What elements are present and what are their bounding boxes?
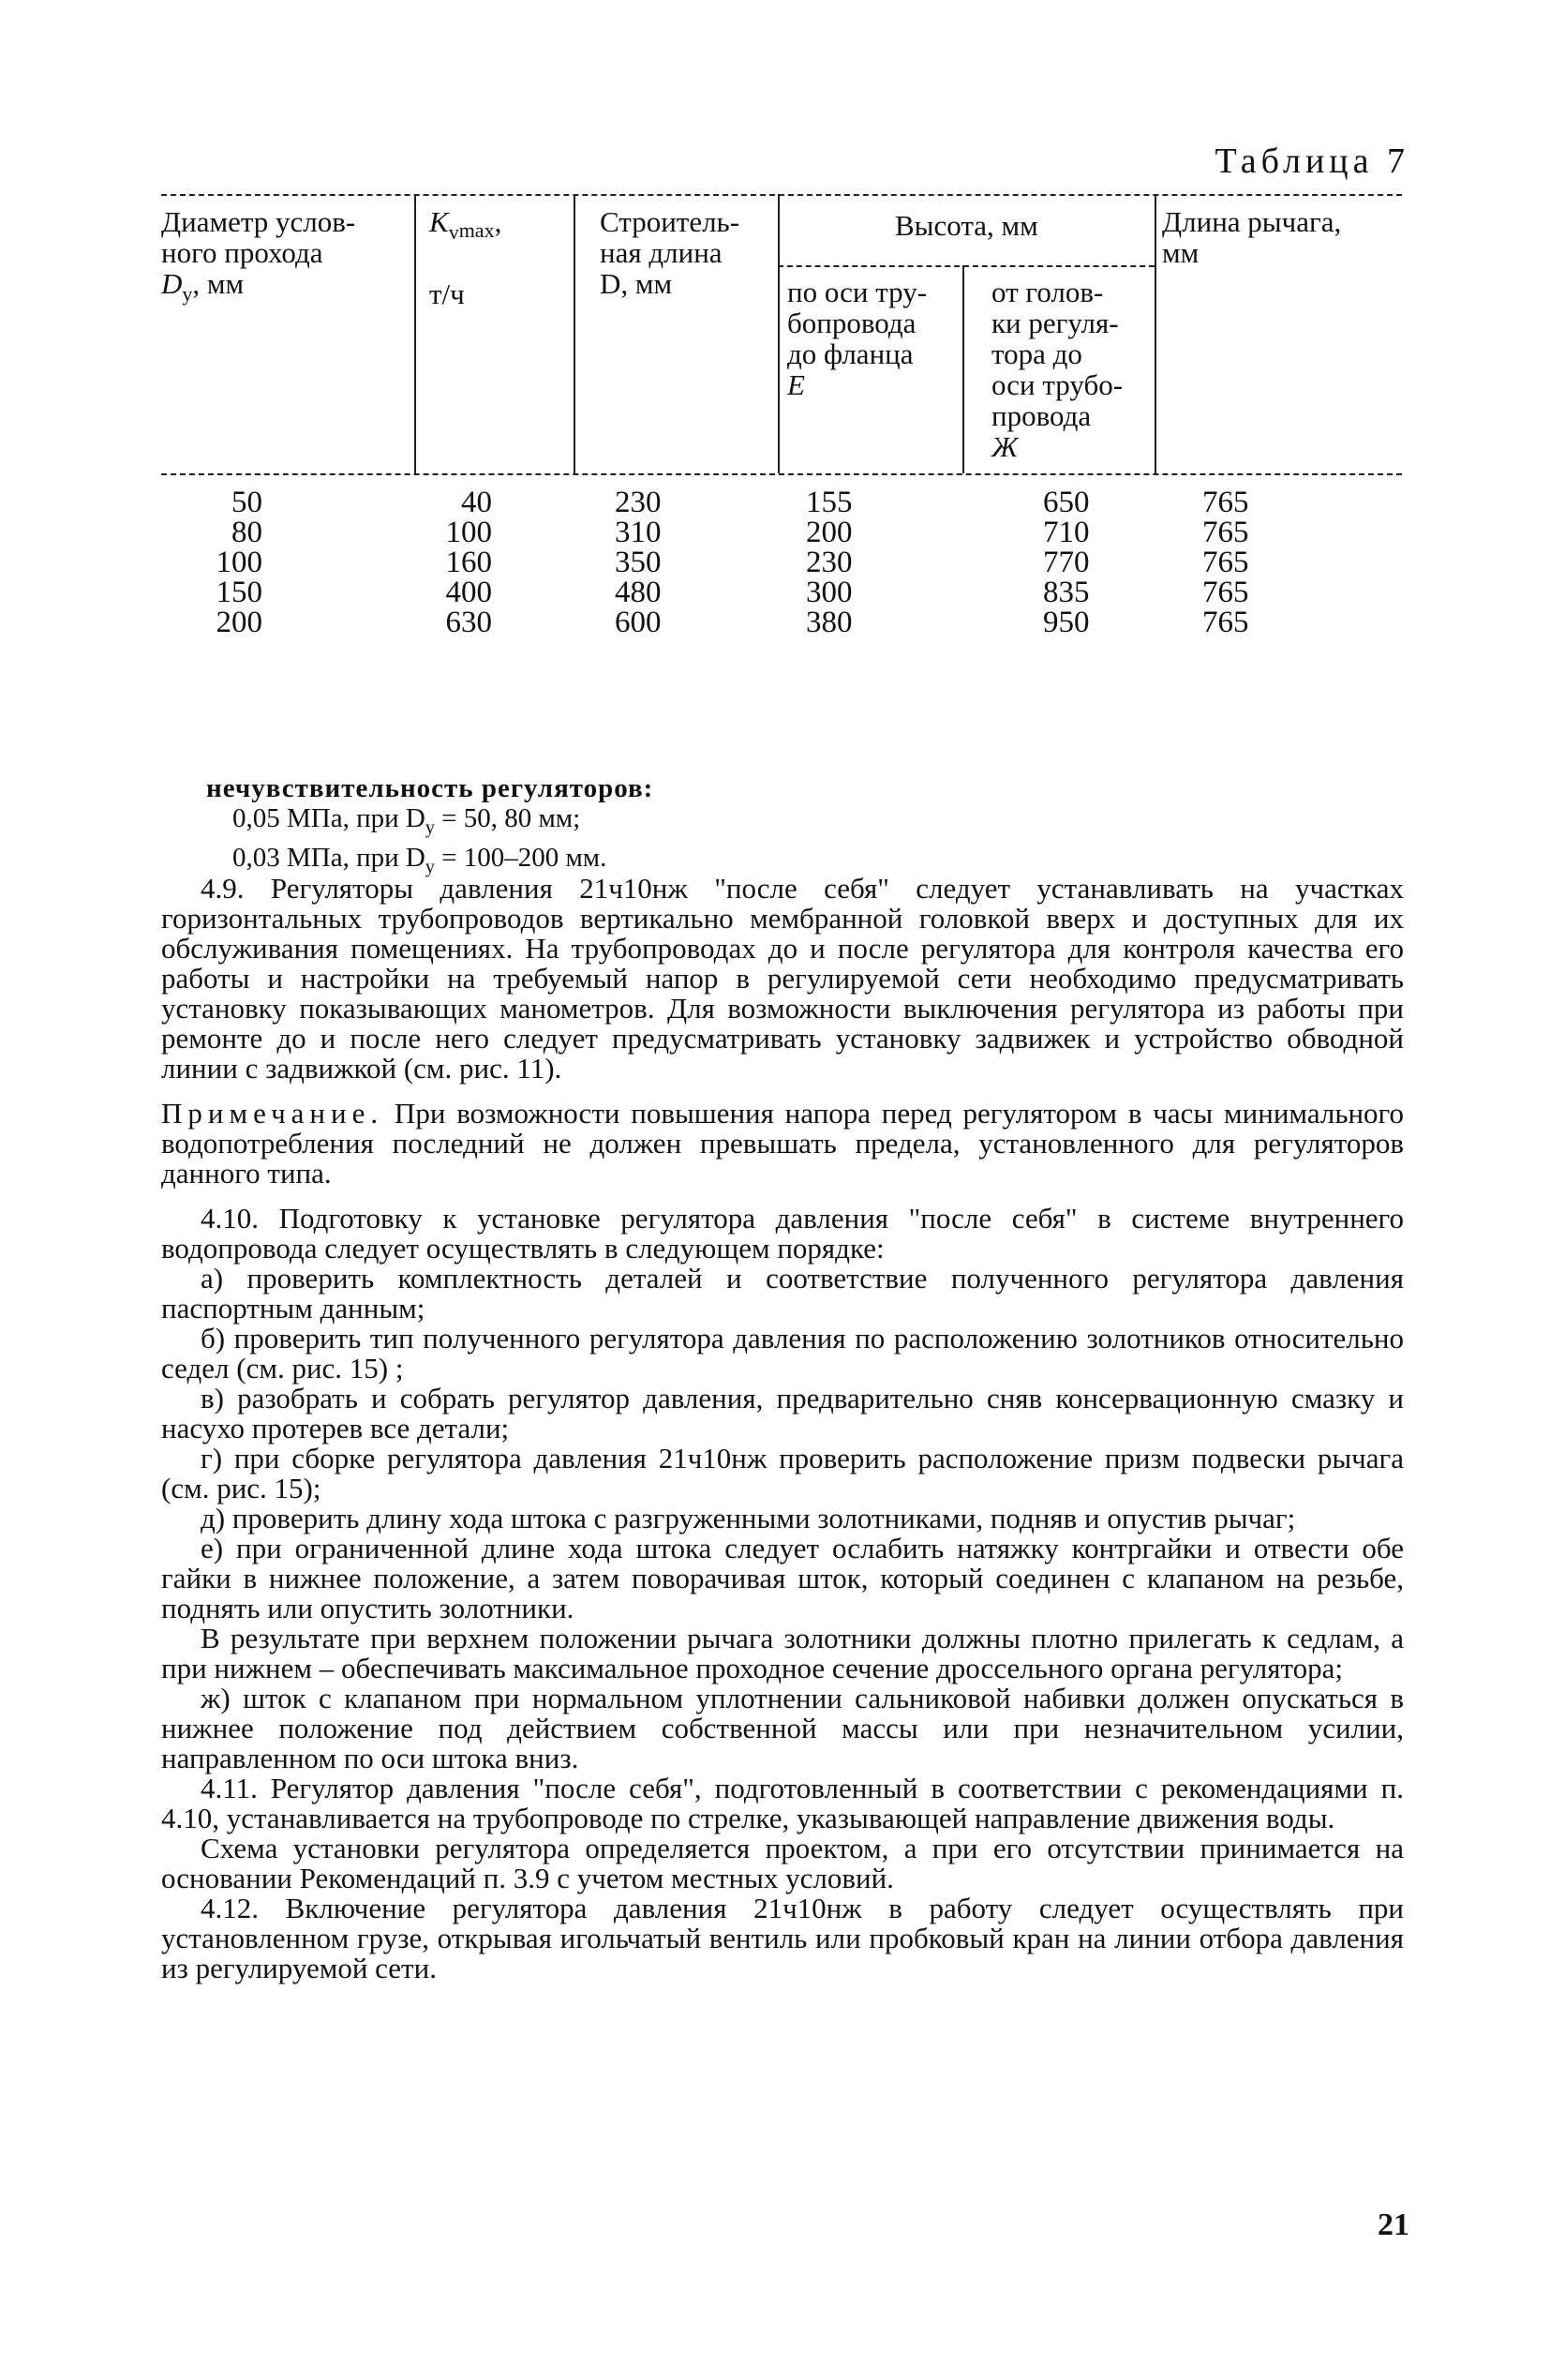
list-item-b: б) проверить тип полученного регулятора давления по расположению золотников относительно седел (см. рис. 15) ; [161, 1322, 1404, 1385]
insensitivity-title: нечувствительность регуляторов: [206, 773, 654, 803]
table-cell: 100 [216, 546, 262, 579]
table-cell: 80 [231, 516, 262, 549]
table-cell: 150 [216, 576, 262, 609]
table-divider-5 [1155, 194, 1156, 473]
table-divider-4 [962, 265, 964, 473]
table-cell: 710 [1043, 516, 1090, 549]
table-cell: 630 [445, 606, 492, 639]
column-kv [412, 487, 492, 637]
table-cell: 765 [1202, 486, 1249, 519]
table-cell: 350 [615, 546, 662, 579]
table-cell: 835 [1043, 576, 1090, 609]
table-caption: Таблица 7 [1215, 142, 1409, 181]
list-item-g: г) при сборке регулятора давления 21ч10нж проверить расположение призм подвески рычага (см. рис. 15); [161, 1442, 1404, 1504]
table-cell: 40 [461, 486, 492, 519]
result-paragraph: В результате при верхнем положении рычага золотники должны плотно прилегать к седлам, а при нижнем – обеспечивать максимальное проходное сечение дроссельного органа регулятора; [161, 1622, 1404, 1684]
table-cell: 770 [1043, 546, 1090, 579]
table-divider-3 [778, 194, 780, 473]
table-cell: 380 [806, 606, 853, 639]
column-height-e [806, 487, 881, 637]
paragraph-4-10: 4.10. Подготовку к установке регулятора давления "после себя" в системе внутреннего водопровода следует осуществлять в следующем порядке: [161, 1202, 1404, 1265]
column-diameter [187, 487, 262, 637]
list-item-e: е) при ограниченной длине хода штока следует ослабить натяжку контргайки и отвести обе гайки в нижнее положение, а затем поворачивая шток, который соединен с клапаном на резьбе, поднять или опустить золотники. [161, 1532, 1404, 1624]
insensitivity-line-2: 0,03 МПа, при $D_у = 100-200$ мм. [232, 843, 607, 877]
table-cell: 230 [615, 486, 662, 519]
note-label: Примечание. [161, 1097, 384, 1130]
header-kv: $K_v\max$, т/ч [429, 205, 502, 310]
table-cell: 310 [615, 516, 662, 549]
insensitivity-line-1: 0,05 МПа, при $D_у = 50$, 80 мм; [232, 803, 581, 838]
column-height-zh [1043, 487, 1118, 637]
table-cell: 100 [445, 516, 492, 549]
table-cell: 155 [806, 486, 853, 519]
table-cell: 765 [1202, 546, 1249, 579]
table-subheader-rule [778, 265, 1155, 267]
table-cell: 160 [445, 546, 492, 579]
table-cell: 200 [806, 516, 853, 549]
header-length: Строитель- ная длина D, мм [600, 205, 740, 300]
table-cell: 765 [1202, 576, 1249, 609]
list-item-v: в) разобрать и собрать регулятор давления, предварительно сняв консервационную смазку и насухо протерев все детали; [161, 1382, 1404, 1444]
table-divider-2 [574, 194, 575, 473]
page-number: 21 [1378, 2208, 1409, 2242]
header-lever-length: Длина рычага, мм [1162, 205, 1342, 269]
table-cell: 650 [1043, 486, 1090, 519]
paragraph-4-11: 4.11. Регулятор давления "после себя", подготовленный в соответствии с рекомендациями п. 4.10, устанавливается на трубопроводе по стрелке, указывающей направление движения воды. [161, 1772, 1404, 1834]
table-cell: 230 [806, 546, 853, 579]
paragraph-4-12: 4.12. Включение регулятора давления 21ч10нж в работу следует осуществлять при установленном грузе, открывая игольчатый вентиль или пробковый кран на линии отбора давления из регулируемой сети. [161, 1892, 1404, 1984]
header-diameter: Диаметр услов- ного прохода $D_у$, мм [161, 205, 356, 306]
table-top-rule [161, 194, 1402, 196]
column-lever-length [1202, 487, 1277, 637]
header-height-e: по оси тру- бопровода до фланца E [787, 276, 928, 401]
body-text [161, 874, 1404, 1983]
list-item-zh: ж) шток с клапаном при нормальном уплотнении сальниковой набивки должен опускаться в нижнее положение под действием собственной массы или при незначительном усилии, направленном по оси штока вниз. [161, 1682, 1404, 1774]
table-cell: 50 [231, 486, 262, 519]
note-paragraph: Примечание. При возможности повышения напора перед регулятором в часы минимального водопотребления последний не должен превышать предела, установленного для регуляторов данного типа. [161, 1097, 1404, 1190]
scheme-paragraph: Схема установки регулятора определяется проектом, а при его отсутствии принимается на основании Рекомендаций п. 3.9 с учетом местных условий. [161, 1832, 1404, 1894]
table-cell: 600 [615, 606, 662, 639]
header-height-zh: от голов- ки регуля- тора до оси трубо- провода Ж [991, 276, 1124, 463]
table-cell: 480 [615, 576, 662, 609]
header-height: Высота, мм [895, 209, 1038, 242]
table-header-bottom-rule [161, 473, 1402, 475]
table-cell: 950 [1043, 606, 1090, 639]
column-length [615, 487, 690, 637]
table-cell: 200 [216, 606, 262, 639]
list-item-d: д) проверить длину хода штока с разгруженными золотниками, подняв и опустив рычаг; [201, 1502, 1296, 1534]
table-cell: 765 [1202, 606, 1249, 639]
paragraph-4-9: 4.9. Регуляторы давления 21ч10нж "после себя" следует устанавливать на участках горизонтальных трубопроводов вертикально мембранной головкой вверх и доступных для их обслуживания помещениях. На трубопроводах до и после регулятора для контроля качества его работы и настройки на требуемый напор в регулируемой сети необходимо предусматривать установку показывающих манометров. Для возможности выключения регулятора из работы при ремонте до и после него следует предусматривать установку задвижек и устройство обводной линии с задвижкой (см. рис. 11). [161, 872, 1404, 1085]
table-cell: 400 [445, 576, 492, 609]
list-item-a: а) проверить комплектность деталей и соответствие полученного регулятора давления паспортным данным; [161, 1262, 1404, 1325]
insensitivity-block [206, 773, 653, 882]
table-divider-1 [414, 194, 416, 473]
table-cell: 300 [806, 576, 853, 609]
table-cell: 765 [1202, 516, 1249, 549]
